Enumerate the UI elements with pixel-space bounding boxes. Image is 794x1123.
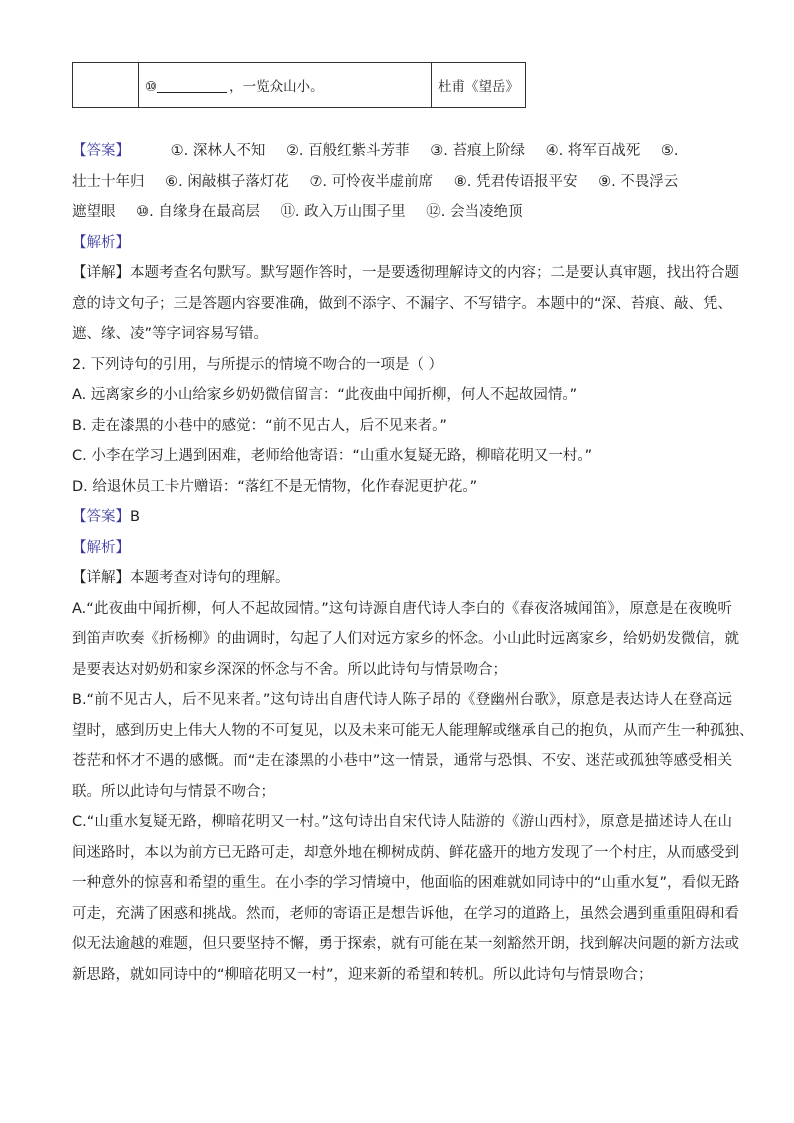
option-c: C. 小李在学习上遇到困难，老师给他寄语：“山重水复疑无路，柳暗花明又一村。”	[72, 448, 593, 464]
answer-section-1	[72, 136, 732, 228]
option-a: A. 远离家乡的小山给家乡奶奶微信留言：“此夜曲中闻折柳，何人不起故园情。”	[72, 387, 578, 403]
analysis-tag: 【解析】	[72, 539, 130, 556]
answer-tag: 【答案】	[72, 143, 130, 159]
analysis-line: C.“山重水复疑无路，柳暗花明又一村。”这句诗出自宋代诗人陆游的《游山西村》，原意是描述诗人在山	[72, 814, 732, 830]
answer-item: 壮士十年归	[72, 173, 145, 190]
poem-text: ，一览众山小。	[229, 79, 324, 95]
analysis-line: 新思路，就如同诗中的“柳暗花明又一村”，迎来新的希望和转机。所以此诗句与情景吻合；	[72, 966, 653, 983]
table-cell-empty	[73, 63, 139, 108]
blank-line	[157, 78, 227, 93]
question-stem: 2. 下列诗句的引用，与所提示的情境不吻合的一项是（ ）	[72, 356, 444, 373]
analysis-line: 【详解】本题考查对诗句的理解。	[72, 570, 290, 586]
answer-line	[72, 167, 732, 198]
analysis-line: 一种意外的惊喜和希望的重生。在小李的学习情境中，他面临的困难就如同诗中的“山重水复”，看似无路	[72, 875, 740, 891]
answer-item: ④. 将军百战死	[545, 143, 641, 159]
analysis-line: 遮、缘、凌”等字词容易写错。	[72, 326, 269, 342]
analysis-line: 意的诗文句子；三是答题内容要准确，做到不添字、不漏字、不写错字。本题中的“深、苔痕、敲、凭、	[72, 295, 733, 312]
answer-item: ⑤.	[660, 143, 679, 159]
analysis-line: B.“前不见古人，后不见来者。”这句诗出自唐代诗人陈子昂的《登幽州台歌》，原意是表达诗人在登高远	[72, 692, 732, 708]
answer-tag: 【答案】	[72, 509, 130, 525]
analysis-line: 望时，感到历史上伟大人物的不可复见，以及未来可能无人能理解或继承自己的抱负，从而产生一种孤独、	[72, 722, 754, 739]
analysis-line: A.“此夜曲中闻折柳，何人不起故园情。”这句诗源自唐代诗人李白的《春夜洛城闻笛》，原意是在夜晚听	[72, 600, 732, 617]
document-page	[72, 62, 754, 990]
answer-value: B	[130, 509, 140, 525]
table-row	[73, 63, 526, 108]
analysis-line: 【详解】本题考查名句默写。默写题作答时，一是要透彻理解诗文的内容；二是要认真审题，找出符合题	[72, 265, 739, 281]
answer-item: ②. 百般红紫斗芳菲	[285, 143, 410, 159]
table-cell-source: 杜甫《望岳》	[431, 63, 525, 108]
analysis-line: 苍茫和怀才不遇的感慨。而“走在漆黑的小巷中”这一情景，通常与恐惧、不安、迷茫或孤独等感受相关	[72, 753, 732, 769]
table-cell-question	[138, 63, 431, 108]
analysis-line: 可走，充满了困惑和挑战。然而，老师的寄语正是想告诉他，在学习的道路上，虽然会遇到重重阻碍和看	[72, 905, 739, 922]
answer-section-2	[72, 502, 732, 533]
option-b: B. 走在漆黑的小巷中的感觉：“前不见古人，后不见来者。”	[72, 417, 447, 434]
answer-item: ⑪. 政入万山围子里	[280, 204, 406, 220]
answer-line	[72, 136, 732, 167]
analysis-line: 间迷路时，本以为前方已无路可走，却意外地在柳树成荫、鲜花盛开的地方发现了一个村庄，从而感受到	[72, 844, 739, 861]
answer-item: ⑫. 会当凌绝顶	[426, 204, 523, 220]
analysis-tag: 【解析】	[72, 234, 130, 251]
answer-item: ①. 深林人不知	[170, 143, 266, 159]
answer-item: ⑧. 凭君传语报平安	[453, 173, 578, 190]
analysis-line: 似无法逾越的难题，但只要坚持不懈，勇于探索，就有可能在某一刻豁然开朗，找到解决问题的新方法或	[72, 936, 739, 952]
analysis-line: 联。所以此诗句与情景不吻合；	[72, 783, 275, 800]
answer-item: ③. 苔痕上阶绿	[430, 143, 525, 159]
answer-item: ⑩. 自缘身在最高层	[136, 204, 260, 220]
answer-line	[72, 197, 732, 228]
poem-fragment-table	[72, 62, 526, 108]
analysis-section-1	[72, 228, 739, 350]
question-2	[72, 350, 732, 503]
answer-item: ⑥. 闲敲棋子落灯花	[165, 173, 289, 190]
analysis-section-2	[72, 533, 754, 991]
analysis-line: 到笛声吹奏《折杨柳》的曲调时，勾起了人们对远方家乡的怀念。小山此时远离家乡，给奶奶发微信，就	[72, 631, 739, 647]
answer-item: 遮望眼	[72, 204, 116, 220]
analysis-line: 是要表达对奶奶和家乡深深的怀念与不舍。所以此诗句与情景吻合；	[72, 661, 507, 678]
item-number: ⑩	[144, 79, 158, 95]
option-d: D. 给退休员工卡片赠语：“落红不是无情物，化作春泥更护花。”	[72, 478, 478, 495]
answer-item: ⑦. 可怜夜半虚前席	[309, 173, 434, 190]
answer-item: ⑨. 不畏浮云	[598, 173, 679, 190]
